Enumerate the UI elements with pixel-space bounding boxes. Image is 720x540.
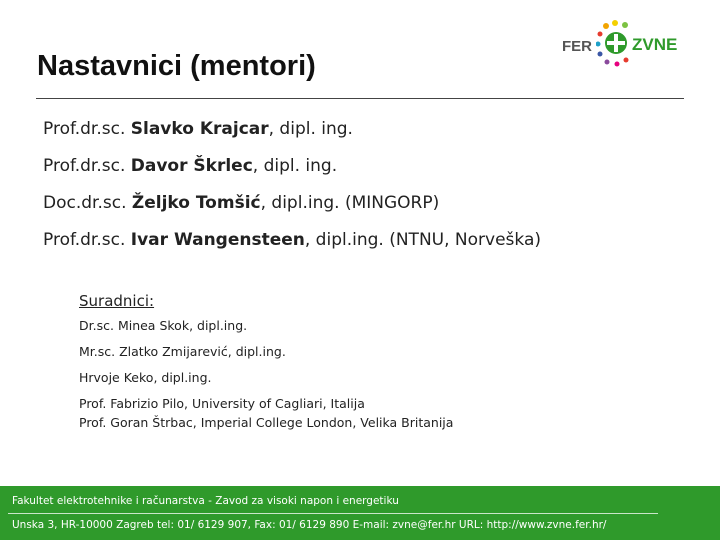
- footer-contact: Unska 3, HR-10000 Zagreb tel: 01/ 6129 907, Fax: 01/ 6129 890 E-mail: zvne@fer.hr URL: http://www.zvne.fer.hr/: [12, 519, 607, 531]
- mentor-degree: , dipl.ing. (NTNU, Norveška): [304, 230, 541, 250]
- logo-dot: [624, 58, 629, 63]
- mentor-degree: , dipl. ing.: [268, 119, 353, 139]
- mentor-item: [43, 116, 541, 153]
- logo-dot: [596, 42, 601, 47]
- logo-dot: [622, 22, 628, 28]
- mentor-title: Prof.dr.sc.: [43, 156, 131, 176]
- associate-name: Zlatko Zmijarević: [119, 344, 228, 359]
- zvne-logo: [596, 20, 690, 72]
- associates-section: [79, 290, 453, 432]
- mentor-name: Ivar Wangensteen: [130, 230, 305, 250]
- mentor-title: Prof.dr.sc.: [43, 230, 131, 250]
- associate-detail: , Imperial College London, Velika Britanija: [192, 415, 454, 430]
- logo-cross: [607, 41, 625, 45]
- associate-item: [79, 394, 453, 413]
- zvne-logo-text: ZVNE: [632, 35, 678, 54]
- fer-zvne-logo: [560, 20, 690, 72]
- mentor-title: Doc.dr.sc.: [43, 193, 132, 213]
- fer-logo: [562, 36, 598, 56]
- footer-bar: [0, 486, 720, 540]
- associates-list: [79, 316, 453, 432]
- mentor-item: [43, 227, 541, 264]
- associate-item: [79, 368, 453, 387]
- mentor-title: Prof.dr.sc.: [43, 119, 131, 139]
- footer-institution: Fakultet elektrotehnike i računarstva - Zavod za visoki napon i energetiku: [12, 495, 399, 507]
- mentor-item: [43, 190, 541, 227]
- logo-dot: [598, 52, 603, 57]
- associate-name: Goran Štrbac: [110, 415, 193, 430]
- associate-title: Dr.sc.: [79, 318, 118, 333]
- associate-title: Prof.: [79, 415, 111, 430]
- mentor-name: Davor Škrlec: [130, 156, 253, 176]
- associate-name: Hrvoje Keko: [79, 370, 154, 385]
- associate-name: Minea Skok: [117, 318, 190, 333]
- associate-detail: , University of Cagliari, Italija: [184, 396, 365, 411]
- mentor-name: Željko Tomšić: [131, 193, 261, 213]
- mentor-name: Slavko Krajcar: [130, 119, 269, 139]
- associate-title: Mr.sc.: [79, 344, 120, 359]
- logo-dot: [598, 32, 603, 37]
- logo-dot: [615, 62, 620, 67]
- associate-item: [79, 413, 453, 432]
- associate-item: [79, 342, 453, 361]
- fer-logo-text: FER: [562, 38, 592, 55]
- mentor-list: [43, 116, 541, 264]
- logo-dot: [603, 23, 609, 29]
- associate-detail: , dipl.ing.: [227, 344, 286, 359]
- slide-title: Nastavnici (mentori): [37, 50, 316, 82]
- mentor-item: [43, 153, 541, 190]
- title-divider: [36, 98, 684, 99]
- mentor-degree: , dipl.ing. (MINGORP): [260, 193, 440, 213]
- associates-heading: Suradnici:: [79, 292, 155, 310]
- logo-dot: [612, 20, 618, 26]
- logo-dot: [605, 60, 610, 65]
- mentor-degree: , dipl. ing.: [252, 156, 338, 176]
- associate-detail: , dipl.ing.: [189, 318, 248, 333]
- associate-detail: , dipl.ing.: [153, 370, 212, 385]
- associate-name: Fabrizio Pilo: [110, 396, 185, 411]
- associate-title: Prof.: [79, 396, 111, 411]
- footer-divider: [8, 513, 658, 514]
- associate-item: [79, 316, 453, 335]
